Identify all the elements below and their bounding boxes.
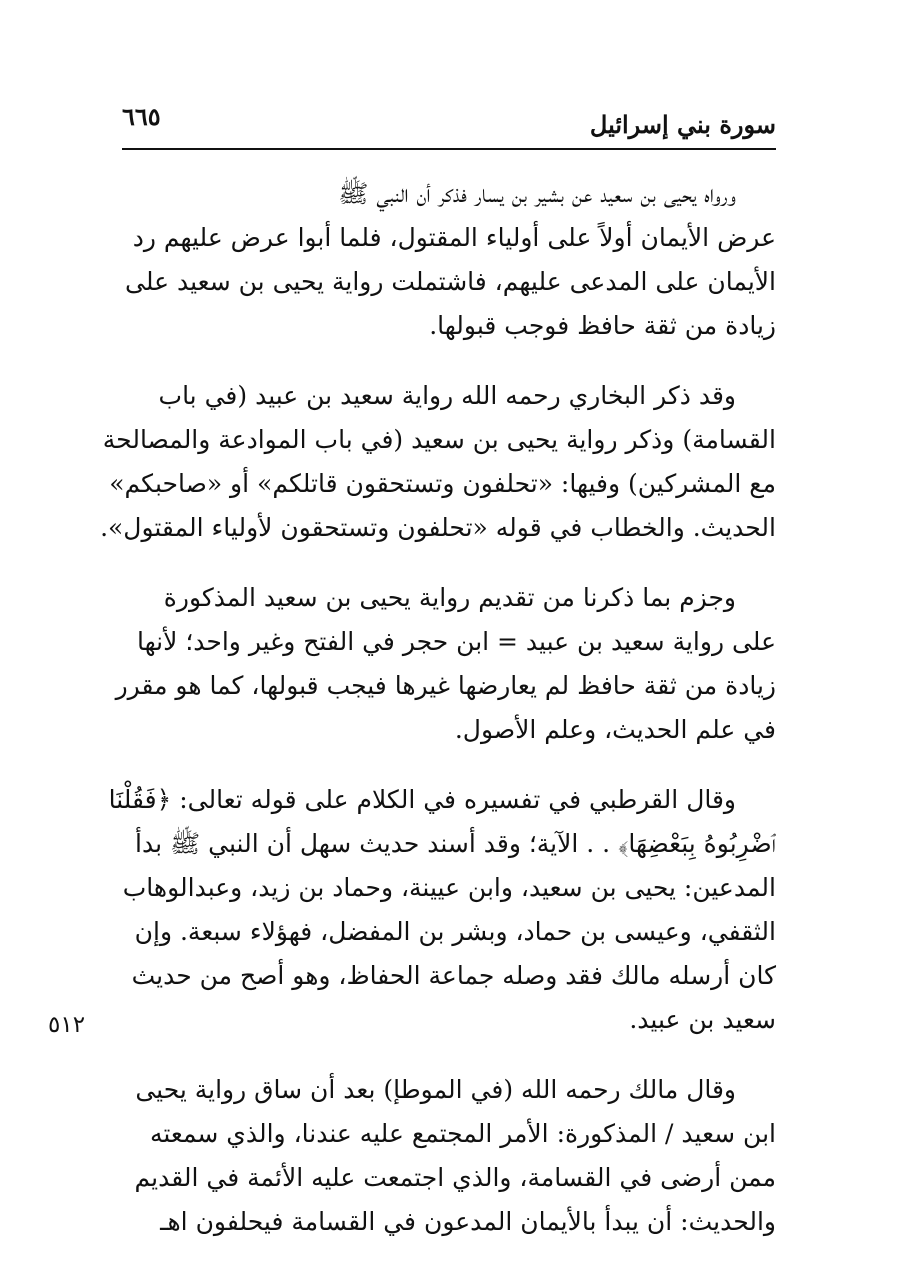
text-line: وقال مالك رحمه الله (في الموطإ) بعد أن ساق رواية يحيى [135, 1075, 736, 1104]
text-line: ابن سعيد / المذكورة: الأمر المجتمع عليه عندنا، والذي سمعته [149, 1119, 776, 1148]
page-number: ٦٦٥ [122, 102, 161, 131]
paragraph [115, 576, 776, 752]
text-line: عرض الأيمان أولاً على أولياء المقتول، فلما أبوا عرض عليهم رد [132, 223, 776, 252]
running-title: سورة بني إسرائيل [589, 110, 776, 139]
text-line: الثقفي، وعيسى بن حماد، وبشر بن المفضل، فهؤلاء سبعة. وإن [134, 917, 776, 946]
text-line: وقال القرطبي في تفسيره في الكلام على قوله تعالى: ﴿فَقُلْنَا [108, 785, 736, 814]
text-line: زيادة من ثقة حافظ فوجب قبولها. [429, 311, 776, 340]
text-line: ٱضْرِبُوهُ بِبَعْضِهَا﴾ . . الآية؛ وقد أسند حديث سهل أن النبي ﷺ بدأ [135, 829, 776, 858]
body-text [100, 172, 776, 1270]
text-line: المدعين: يحيى بن سعيد، وابن عيينة، وحماد بن زيد، وعبدالوهاب [122, 873, 776, 902]
text-line: في علم الحديث، وعلم الأصول. [454, 715, 776, 744]
text-line: على رواية سعيد بن عبيد = ابن حجر في الفتح وغير واحد؛ لأنها [137, 627, 776, 656]
text-line: زيادة من ثقة حافظ لم يعارضها غيرها فيجب قبولها، كما هو مقرر [115, 671, 776, 700]
page-header [122, 98, 776, 150]
paragraph [120, 1068, 776, 1244]
text-line: وقد ذكر البخاري رحمه الله رواية سعيد بن عبيد (في باب [158, 381, 736, 410]
text-line: الحديث. والخطاب في قوله «تحلفون وتستحقون لأولياء المقتول». [100, 513, 776, 542]
text-line: سعيد بن عبيد. [629, 1005, 776, 1034]
text-line: وجزم بما ذكرنا من تقديم رواية يحيى بن سعيد المذكورة [163, 583, 736, 612]
text-line: ممن أرضى في القسامة، والذي اجتمعت عليه الأئمة في القديم [134, 1163, 776, 1192]
paragraph [100, 374, 776, 550]
text-line: مع المشركين) وفيها: «تحلفون وتستحقون قاتلكم» أو «صاحبكم» [109, 469, 776, 498]
text-line: والحديث: أن يبدأ بالأيمان المدعون في القسامة فيحلفون اهـ [160, 1207, 776, 1236]
text-line: الأيمان على المدعى عليهم، فاشتملت رواية يحيى بن سعيد على [125, 267, 776, 296]
text-line: القسامة) وذكر رواية يحيى بن سعيد (في باب الموادعة والمصالحة [102, 425, 776, 454]
margin-page-reference: ٥١٢ [48, 1012, 86, 1038]
paragraph [108, 778, 776, 1042]
paragraph [120, 172, 776, 348]
text-line: ورواه يحيى بن سعيد عن بشير بن يسار فذكر أن النبي ﷺ [338, 179, 736, 208]
text-line: كان أرسله مالك فقد وصله جماعة الحفاظ، وهو أصح من حديث [131, 961, 776, 990]
